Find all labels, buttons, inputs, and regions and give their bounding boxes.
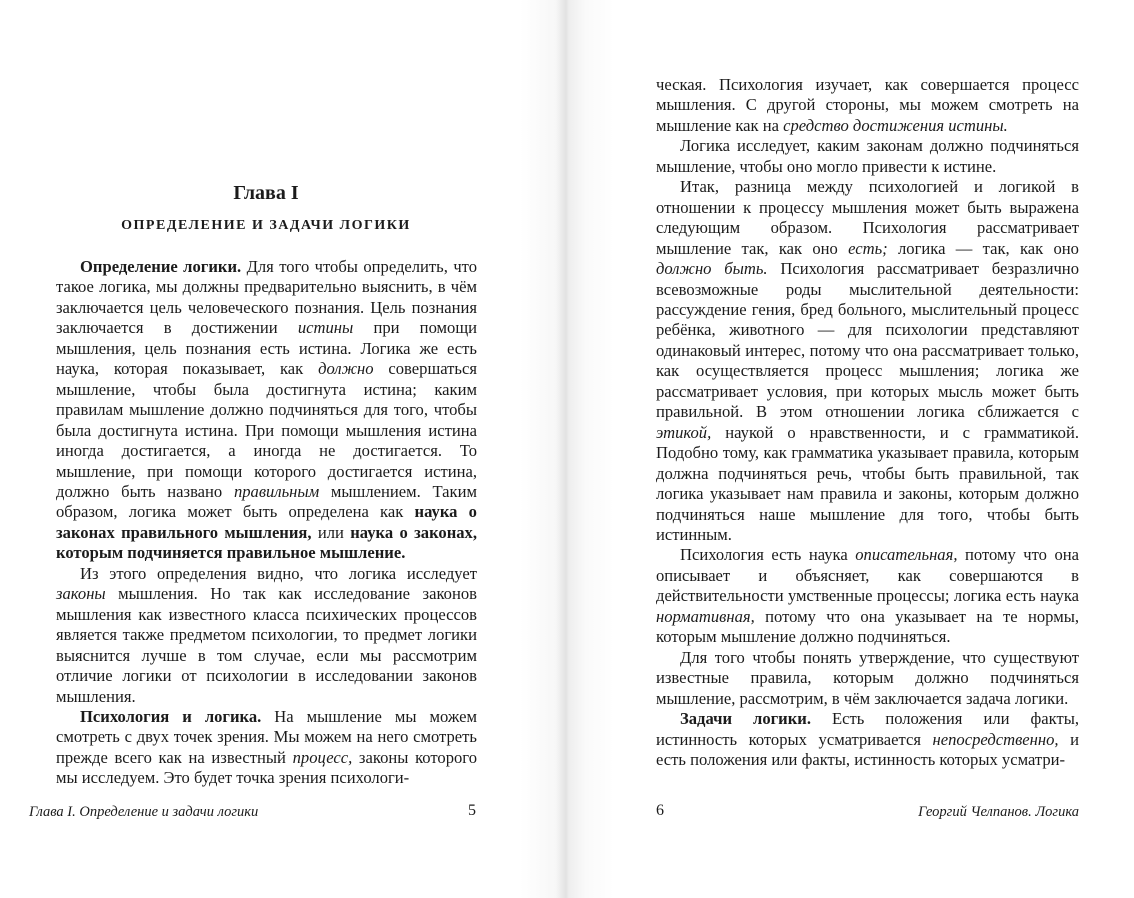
left-page-body — [56, 257, 477, 789]
text-run: Из этого определения видно, что логика исследует — [80, 563, 477, 583]
italic-term: описательная, — [855, 545, 958, 565]
page-number: 5 — [468, 802, 476, 819]
text-run: законы которого мы исследуем. Это будет точка зрения психологи- — [56, 747, 477, 788]
bold-definition: наука о законах правильного мышления, — [56, 502, 477, 542]
text-run: или — [311, 522, 351, 542]
run-heading: Задачи логики. — [680, 709, 811, 729]
paragraph: Логика исследует, каким законам должно подчиняться мышление, чтобы оно могло привести к истине. — [656, 136, 1079, 176]
text-run: Есть положения или факты, истинность которых усматривается — [656, 709, 1080, 749]
text-run: Психология рассматривает безразлично всевозможные роды мыслительной деятельности: рассуждение гения, бред больного, мыслительный процесс ребёнка, животного — для психологии представляют одинаковый интерес, потому что она рассматривает только, как осуществляется процесс мышления; логика же рассматривает условия, при которых мысль может быть правильной. В этом отношении логика сближается с — [656, 259, 1079, 422]
italic-term: средство достижения истины. — [783, 115, 1008, 135]
run-heading: Определение логики. — [80, 257, 242, 276]
text-run: мышления. Но так как исследование законов мышления как известного класса психических процессов является также предметом психологии, то предмет логики выяснится лучше в том случае, если мы рассмотрим отличие логики от психологии в исследовании законов мышления. — [56, 584, 477, 706]
italic-term: процесс, — [292, 747, 353, 767]
text-run: ческая. Психология изучает, как совершается процесс мышления. С другой стороны, мы можем смотреть на мышление как на — [656, 75, 1079, 135]
text-run: потому что она указывает на те нормы, которым мышление должно подчиняться. — [656, 606, 1079, 647]
paragraph — [656, 545, 1079, 647]
italic-term: непосредственно, — [932, 729, 1059, 749]
text-run: Психология есть наука — [680, 545, 856, 565]
text-run: Итак, разница между психологией и логикой в отношении к процессу мышления может быть выражена следующим образом. Психология рассматривает мышление так, как оно — [656, 177, 1079, 258]
text-run: Для того чтобы определить, что такое логика, мы должны предварительно выяснить, в чём заключается цель человеческого познания. Цель познания заключается в достижении — [56, 257, 477, 338]
text-run: и есть положения или факты, истинность которых усматри- — [656, 729, 1079, 769]
text-run: мышлением. Таким образом, логика может быть определена как — [56, 481, 477, 522]
run-heading: Психология и логика. — [80, 706, 262, 726]
paragraph — [56, 707, 477, 789]
chapter-subtitle: ОПРЕДЕЛЕНИЕ И ЗАДАЧИ ЛОГИКИ — [121, 218, 411, 233]
right-page — [567, 0, 1134, 898]
right-page-body — [656, 75, 1079, 770]
paragraph — [656, 709, 1079, 770]
paragraph — [656, 75, 1079, 136]
running-footer-title: Георгий Челпанов. Логика — [918, 804, 1079, 820]
paragraph — [656, 177, 1079, 545]
italic-term: должно — [318, 359, 374, 379]
text-run: при помощи мышления, цель познания есть истина. Логика же есть наука, которая показывает, как — [56, 318, 477, 379]
chapter-title: Глава I — [233, 182, 299, 204]
paragraph: Для того чтобы понять утверждение, что существуют известные правила, которым должно подчиняться мышление, рассмотрим, в чём заключается задача логики. — [656, 647, 1079, 708]
italic-term: этикой, — [656, 422, 712, 442]
book-gutter-shadow — [520, 0, 614, 898]
text-run: На мышление мы можем смотреть с двух точек зрения. Мы можем на него смотреть прежде всего как на известный — [56, 706, 477, 767]
bold-definition: наука о законах, которым подчиняется правильное мышление. — [56, 522, 478, 563]
page-number: 6 — [656, 802, 664, 819]
running-footer-title: Глава I. Определение и задачи логики — [29, 804, 259, 820]
text-run: потому что она описывает и объясняет, как совершаются в действительности умственные процессы; логика есть наука — [656, 545, 1079, 606]
paragraph — [56, 564, 477, 707]
text-run: наукой о нравственности, и с грамматикой. Подобно тому, как грамматика указывает правила, которым должна подчиняться речь, чтобы быть правильной, так логика указывает нам правила и законы, которым должно подчиняться наше мышление для того, чтобы быть истинным. — [656, 422, 1079, 544]
italic-term: правильным — [233, 481, 320, 501]
text-run: совершаться мышление, чтобы была достигнута истина; каким правилам мышление должно подчиняться для того, чтобы была достигнута истина. При помощи мышления истина иногда достигается, а иногда не достигается. То мышление, при помощи которого достигается истина, должно быть названо — [56, 359, 477, 501]
italic-term: истины — [297, 318, 354, 338]
italic-term: должно быть. — [656, 259, 768, 279]
italic-term: законы — [56, 584, 106, 604]
italic-term: есть; — [848, 238, 888, 258]
italic-term: нормативная, — [656, 606, 755, 626]
text-run: логика — так, как оно — [887, 238, 1079, 258]
paragraph — [56, 257, 477, 564]
